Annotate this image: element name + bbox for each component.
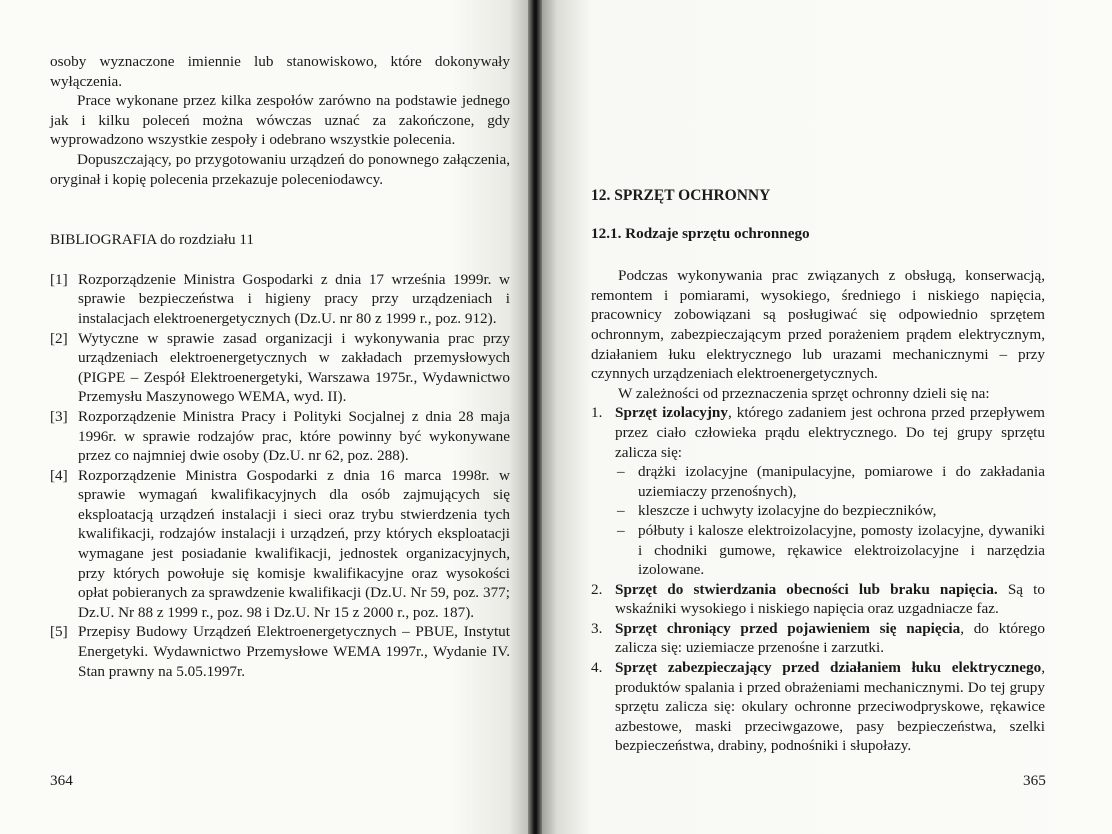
- dash-bullet: –: [617, 502, 625, 520]
- equipment-subitem-text: półbuty i kalosze elektroizolacyjne, pomosty izolacyjne, dywaniki i chodniki gumowe, rękawice elektroizolacyjne i narzędzia izolowane.: [638, 521, 1045, 579]
- equipment-description: , produktów spalania i przed obrażeniami mechanicznymi. Do tej grupy sprzętu zalicza się: okulary ochronne przeciwodpryskowe, rękawice azbestowe, maski przeciwgazowe, pasy bezpieczeństwa, szelki bezpieczeństwa, drabiny, podnośniki i słupołazy.: [615, 659, 1045, 755]
- equipment-item: [591, 658, 1045, 756]
- equipment-title: Sprzęt zabezpieczający przed działaniem łuku elektrycznego: [615, 659, 1042, 677]
- book-gutter: [528, 0, 542, 834]
- equipment-title: Sprzęt do stwierdzania obecności lub braku napięcia.: [615, 580, 998, 598]
- left-paragraph-3: Dopuszczający, po przygotowaniu urządzeń do ponownego załączenia, oryginał i kopię polecenia przekazuje poleceniodawcy.: [50, 150, 510, 188]
- bibliography-number: [2]: [50, 329, 68, 347]
- equipment-subitem: [615, 462, 1045, 501]
- bibliography-number: [3]: [50, 407, 68, 425]
- equipment-item: [591, 580, 1045, 619]
- right-page-text: [591, 186, 1045, 756]
- equipment-list: [591, 403, 1045, 756]
- bibliography-number: [4]: [50, 466, 68, 484]
- bibliography-list: [50, 270, 510, 681]
- bibliography-entry: [50, 270, 510, 329]
- intro-paragraph: Podczas wykonywania prac związanych z obsługą, konserwacją, remontem i pomiarami, wysokiego, średniego i niskiego napięcia, pracownicy zobowiązani są posługiwać się odpowiednio sprzętem ochronnym, zabezpieczającym przed porażeniem prądem elektrycznym, działaniem łuku elektrycznego lub urazami mechanicznymi – przy czynnych urządzeniach elektroenergetycznych.: [591, 267, 1045, 383]
- equipment-number: 3.: [591, 619, 603, 637]
- equipment-title: Sprzęt izolacyjny: [615, 404, 728, 422]
- bibliography-text: Przepisy Budowy Urządzeń Elektroenergetycznych – PBUE, Instytut Energetyki. Wydawnictwo Przemysłowe WEMA 1997r., Wydanie IV. Stan prawny na 5.05.1997r.: [78, 623, 510, 680]
- left-paragraph-2: Prace wykonane przez kilka zespołów zarówno na podstawie jednego jak i kilku poleceń można wówczas uznać za zakończone, gdy wyprowadzono wszystkie zespoły i odebrano wszystkie polecenia.: [50, 92, 510, 149]
- bibliography-entry: [50, 466, 510, 623]
- bibliography-text: Wytyczne w sprawie zasad organizacji i wykonywania prac przy urządzeniach elektroenergetycznych w zakładach przemysłowych (PIGPE – Zespół Elektroenergetyki, Warszawa 1975r., Wydawnictwo Przemysłu Maszynowego WEMA, wyd. II).: [78, 329, 510, 406]
- equipment-title: Sprzęt chroniący przed pojawieniem się napięcia: [615, 619, 961, 637]
- chapter-title: 12. SPRZĘT OCHRONNY: [591, 187, 771, 204]
- equipment-subitem: [615, 521, 1045, 580]
- bibliography-title: BIBLIOGRAFIA do rozdziału 11: [50, 231, 255, 249]
- equipment-description: , którego zadaniem jest ochrona przed przepływem przez ciało człowieka prądu elektrycznego. Do tej grupy sprzętu zalicza się:: [615, 404, 1045, 461]
- bibliography-entry: [50, 329, 510, 407]
- equipment-number: 4.: [591, 659, 603, 677]
- left-page-text: [50, 52, 510, 681]
- bibliography-text: Rozporządzenie Ministra Gospodarki z dnia 16 marca 1998r. w sprawie wymagań kwalifikacyjnych dla osób zajmujących się eksploatacją urządzeń instalacji i sieci oraz trybu stwierdzenia tych kwalifikacji, rodzajów instalacji i urządzeń, przy których eksploatacji wymagane jest posiadanie kwalifikacji, jednostek organizacyjnych, przy których powołuje się komisje kwalifikacyjne oraz wysokości opłat pobieranych za sprawdzenie kwalifikacji (Dz.U. Nr 59, poz. 377; Dz.U. Nr 88 z 1999 r., poz. 98 i Dz.U. Nr 15 z 2000 r., poz. 187).: [78, 466, 510, 621]
- dash-bullet: –: [617, 463, 625, 481]
- bibliography-entry: [50, 407, 510, 466]
- dash-bullet: –: [617, 521, 625, 539]
- equipment-description: , do którego zalicza się: uziemiacze przenośne i zarzutki.: [615, 619, 1045, 657]
- equipment-subitem-text: kleszcze i uchwyty izolacyjne do bezpieczników,: [638, 502, 937, 520]
- bibliography-number: [5]: [50, 623, 68, 641]
- bibliography-text: Rozporządzenie Ministra Pracy i Polityki Socjalnej z dnia 28 maja 1996r. w sprawie rodzajów prac, które powinny być wykonywane przez co najmniej dwie osoby (Dz.U. nr 62, poz. 288).: [78, 407, 510, 465]
- left-paragraph-1: osoby wyznaczone imiennie lub stanowiskowo, które dokonywały wyłączenia.: [50, 53, 510, 90]
- equipment-item: [591, 619, 1045, 658]
- bibliography-entry: [50, 622, 510, 681]
- equipment-number: 2.: [591, 580, 603, 598]
- equipment-description: Są to wskaźniki wysokiego i niskiego napięcia oraz uzgadniacze faz.: [615, 580, 1045, 618]
- equipment-subitem: [615, 501, 1045, 521]
- equipment-number: 1.: [591, 404, 603, 422]
- bibliography-text: Rozporządzenie Ministra Gospodarki z dnia 17 września 1999r. w sprawie bezpieczeństwa i higieny pracy przy urządzeniach i instalacjach elektroenergetycznych (Dz.U. nr 80 z 1999 r., poz. 912).: [78, 270, 510, 327]
- division-paragraph: W zależności od przeznaczenia sprzęt ochronny dzieli się na:: [618, 384, 990, 402]
- bibliography-number: [1]: [50, 270, 68, 288]
- left-page-number: 364: [50, 772, 73, 789]
- equipment-sublist: [615, 462, 1045, 580]
- section-title: 12.1. Rodzaje sprzętu ochronnego: [591, 224, 810, 242]
- right-page-number: 365: [1023, 772, 1046, 789]
- equipment-subitem-text: drążki izolacyjne (manipulacyjne, pomiarowe i do zakładania uziemiaczy przenośnych),: [638, 463, 1045, 500]
- equipment-item: [591, 403, 1045, 579]
